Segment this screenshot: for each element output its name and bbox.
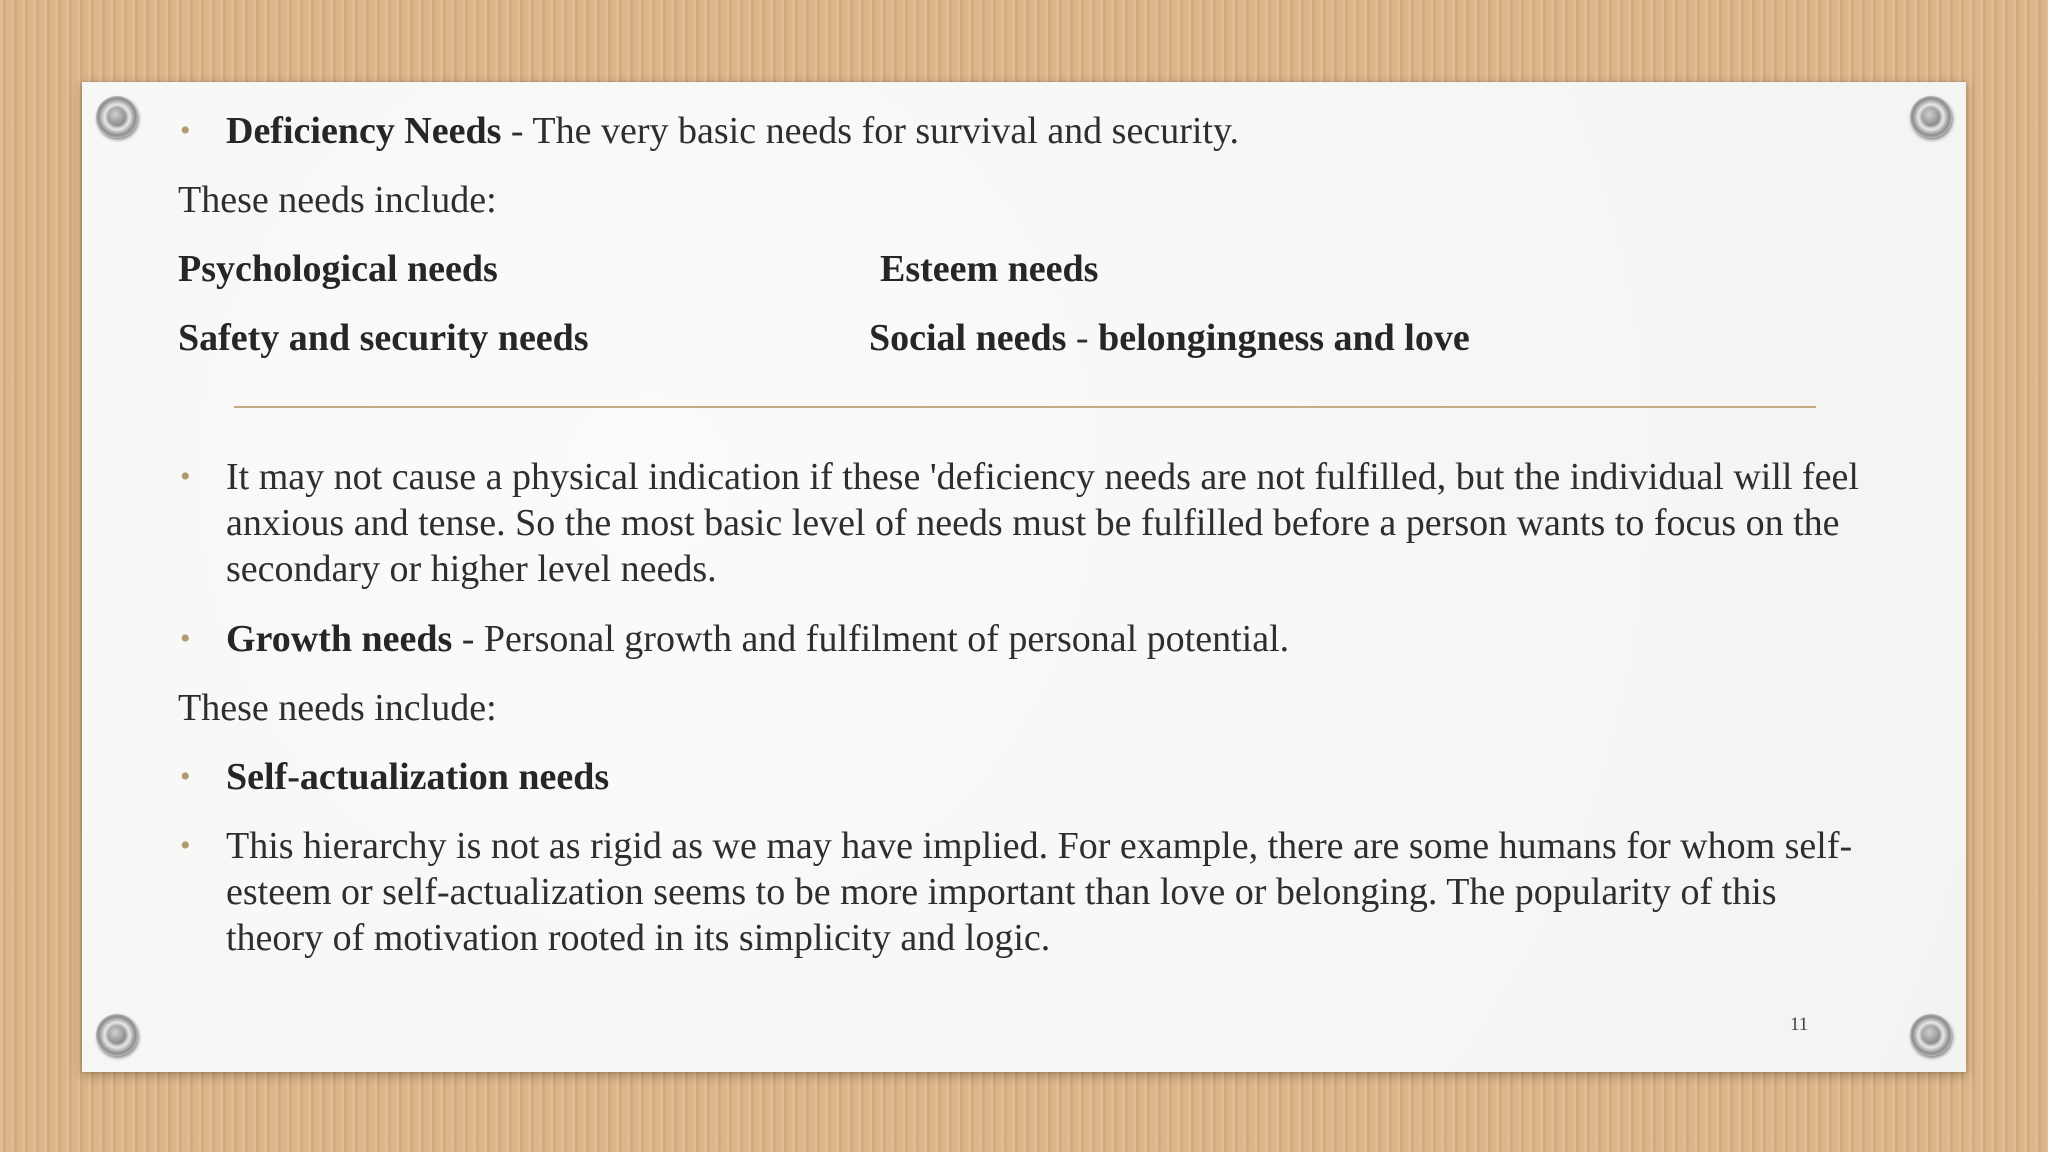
social-needs-line	[869, 315, 1470, 361]
growth-needs-term: Growth needs	[226, 618, 453, 660]
social-needs-term: Social needs	[869, 317, 1067, 359]
bullet-icon: •	[180, 622, 191, 655]
growth-needs-line	[226, 616, 1289, 662]
deficiency-separator: -	[501, 110, 533, 152]
rivet-top-left-icon	[96, 96, 138, 138]
paragraph-deficiency-explanation: It may not cause a physical indication if these 'deficiency needs are not fulfilled, but the individual will feel anxious and tense. So the most basic level of needs must be fulfilled before a person wants to focus on the secondary or higher level needs.	[226, 456, 1859, 590]
paragraph-hierarchy-note: This hierarchy is not as rigid as we may have implied. For example, there are some humans for whom self-esteem or self-actualization seems to be more important than love or belonging. The popularity of this theory of motivation rooted in its simplicity and logic.	[226, 825, 1853, 959]
growth-separator: -	[452, 618, 484, 660]
bullet-icon: •	[180, 760, 191, 793]
divider	[234, 406, 1816, 408]
page-number: 11	[1790, 1014, 1809, 1035]
self-actualization-needs: Self-actualization needs	[226, 756, 610, 798]
deficiency-needs-definition: The very basic needs for survival and security.	[532, 110, 1240, 152]
rivet-bottom-left-icon	[96, 1014, 138, 1056]
rivet-bottom-right-icon	[1910, 1014, 1952, 1056]
safety-needs: Safety and security needs	[178, 317, 589, 359]
psychological-needs: Psychological needs	[178, 248, 498, 290]
bullet-icon: •	[180, 460, 191, 493]
esteem-needs: Esteem needs	[880, 248, 1099, 290]
social-needs-separator: -	[1066, 317, 1099, 359]
deficiency-needs-term: Deficiency Needs	[226, 110, 502, 152]
deficiency-needs-line	[226, 108, 1239, 154]
bullet-icon: •	[180, 829, 191, 862]
rivet-top-right-icon	[1910, 96, 1952, 138]
growth-needs-definition: Personal growth and fulfilment of personal potential.	[483, 618, 1290, 660]
these-needs-include-2: These needs include:	[178, 687, 497, 729]
bullet-icon: •	[180, 114, 191, 147]
social-needs-rest: belongingness and love	[1098, 317, 1470, 359]
these-needs-include-1: These needs include:	[178, 179, 497, 221]
